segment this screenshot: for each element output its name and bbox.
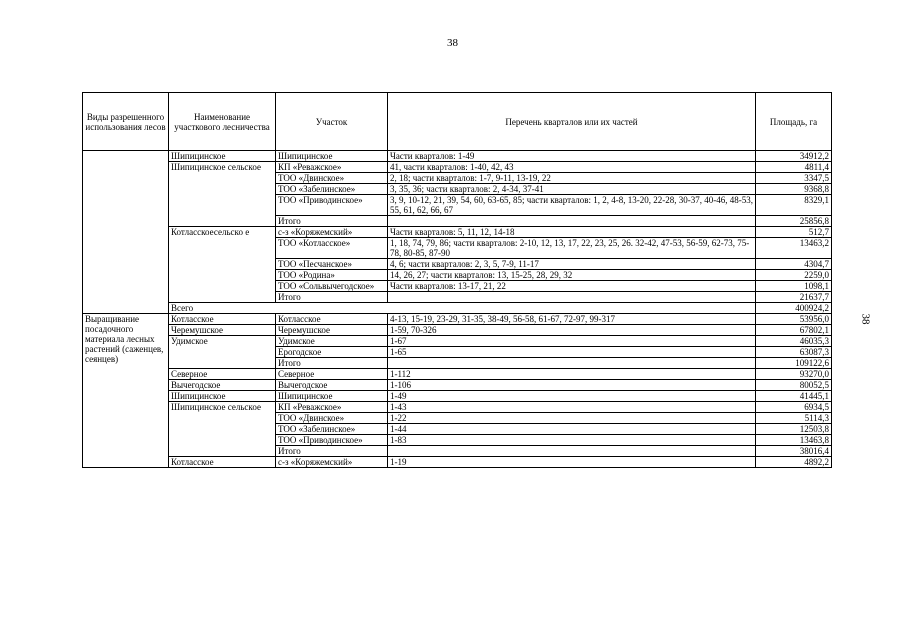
table-row — [83, 151, 832, 162]
forestry-cell: Вычегодское — [169, 380, 276, 391]
page-number-top: 38 — [447, 37, 458, 49]
area-cell: 4304,7 — [756, 259, 832, 270]
plot-cell: Итого — [276, 358, 388, 369]
quarters-cell: 1, 18, 74, 79, 86; части кварталов: 2-10, 12, 13, 17, 22, 23, 25, 26. 32-42, 47-53, 56-59, 62-73, 75-78, 80-85, 87-90 — [388, 238, 756, 259]
forestry-cell: Шипицинское — [169, 151, 276, 162]
header-forestry: Наименование участкового лесничества — [169, 93, 276, 151]
forestry-cell: Шипицинское сельское — [169, 402, 276, 457]
area-cell: 8329,1 — [756, 195, 832, 216]
use-kind-cell: Выращивание посадочного материала лесных растений (саженцев, сеянцев) — [83, 314, 169, 468]
plot-cell: ТОО «Приводинское» — [276, 435, 388, 446]
quarters-cell: Части кварталов: 1-49 — [388, 151, 756, 162]
page-number-side: 38 — [859, 313, 872, 325]
table-row — [83, 391, 832, 402]
area-cell: 4892,2 — [756, 457, 832, 468]
plot-cell: Итого — [276, 216, 388, 227]
area-cell: 46035,3 — [756, 336, 832, 347]
header-quarters: Перечень кварталов или их частей — [388, 93, 756, 151]
quarters-cell: 1-106 — [388, 380, 756, 391]
quarters-cell: 1-49 — [388, 391, 756, 402]
forestry-cell: Черемушское — [169, 325, 276, 336]
quarters-cell: 3, 9, 10-12, 21, 39, 54, 60, 63-65, 85; части кварталов: 1, 2, 4-8, 13-20, 22-28, 30-37, 40-46, 48-53, 55, 61, 62, 66, 67 — [388, 195, 756, 216]
quarters-cell: Части кварталов: 5, 11, 12, 14-18 — [388, 227, 756, 238]
area-cell: 9368,8 — [756, 184, 832, 195]
area-cell: 1098,1 — [756, 281, 832, 292]
forestry-cell: Котласское — [169, 314, 276, 325]
area-cell: 21637,7 — [756, 292, 832, 303]
table-row — [83, 380, 832, 391]
quarters-cell: 1-43 — [388, 402, 756, 413]
area-cell: 4811,4 — [756, 162, 832, 173]
area-cell: 2259,0 — [756, 270, 832, 281]
plot-cell: КП «Реважское» — [276, 162, 388, 173]
plot-cell: ТОО «Забелинское» — [276, 184, 388, 195]
area-cell: 80052,5 — [756, 380, 832, 391]
forest-use-table — [82, 92, 832, 468]
area-cell: 12503,8 — [756, 424, 832, 435]
area-cell: 512,7 — [756, 227, 832, 238]
forestry-cell: Котласскоесельско е — [169, 227, 276, 303]
plot-cell: Черемушское — [276, 325, 388, 336]
quarters-cell — [388, 216, 756, 227]
quarters-cell: 1-22 — [388, 413, 756, 424]
area-cell: 63087,3 — [756, 347, 832, 358]
quarters-cell: 1-59, 70-326 — [388, 325, 756, 336]
quarters-cell: 1-112 — [388, 369, 756, 380]
area-cell: 400924,2 — [756, 303, 832, 314]
area-cell: 109122,6 — [756, 358, 832, 369]
table-row — [83, 457, 832, 468]
quarters-cell: 1-44 — [388, 424, 756, 435]
quarters-cell: 1-83 — [388, 435, 756, 446]
area-cell: 5114,3 — [756, 413, 832, 424]
area-cell: 13463,2 — [756, 238, 832, 259]
header-area: Площадь, га — [756, 93, 832, 151]
quarters-cell: 4-13, 15-19, 23-29, 31-35, 38-49, 56-58, 61-67, 72-97, 99-317 — [388, 314, 756, 325]
plot-cell: Удимское — [276, 336, 388, 347]
forestry-cell: Шипицинское — [169, 391, 276, 402]
table-header-row — [83, 93, 832, 151]
plot-cell: ТОО «Двинское» — [276, 173, 388, 184]
plot-cell: Северное — [276, 369, 388, 380]
forestry-cell: Удимское — [169, 336, 276, 369]
table-row — [83, 314, 832, 325]
area-cell: 41445,1 — [756, 391, 832, 402]
table-row — [83, 369, 832, 380]
use-kind-cell — [83, 151, 169, 314]
plot-cell: ТОО «Песчанское» — [276, 259, 388, 270]
quarters-cell: 2, 18; части кварталов: 1-7, 9-11, 13-19, 22 — [388, 173, 756, 184]
quarters-cell: 14, 26, 27; части кварталов: 13, 15-25, 28, 29, 32 — [388, 270, 756, 281]
header-plot: Участок — [276, 93, 388, 151]
quarters-cell — [388, 446, 756, 457]
plot-cell: ТОО «Приводинское» — [276, 195, 388, 216]
area-cell: 3347,5 — [756, 173, 832, 184]
quarters-cell: Части кварталов: 13-17, 21, 22 — [388, 281, 756, 292]
plot-cell: с-з «Коряжемский» — [276, 457, 388, 468]
table-row — [83, 325, 832, 336]
area-cell: 93270,0 — [756, 369, 832, 380]
plot-cell: ТОО «Двинское» — [276, 413, 388, 424]
quarters-cell: 3, 35, 36; части кварталов: 2, 4-34, 37-41 — [388, 184, 756, 195]
quarters-cell: 41, части кварталов: 1-40, 42, 43 — [388, 162, 756, 173]
plot-cell: ТОО «Родина» — [276, 270, 388, 281]
plot-cell: КП «Реважское» — [276, 402, 388, 413]
table-row — [83, 402, 832, 413]
plot-cell: Вычегодское — [276, 380, 388, 391]
table-row-total — [83, 303, 832, 314]
table-row — [83, 227, 832, 238]
area-cell: 34912,2 — [756, 151, 832, 162]
quarters-cell: 1-65 — [388, 347, 756, 358]
forestry-cell: Шипицинское сельское — [169, 162, 276, 227]
area-cell: 38016,4 — [756, 446, 832, 457]
table-row — [83, 162, 832, 173]
plot-cell: ТОО «Сольвычегодское» — [276, 281, 388, 292]
plot-cell: Итого — [276, 446, 388, 457]
header-kind: Виды разрешенного использования лесов — [83, 93, 169, 151]
area-cell: 6934,5 — [756, 402, 832, 413]
plot-cell: с-з «Коряжемский» — [276, 227, 388, 238]
plot-cell: ТОО «Забелинское» — [276, 424, 388, 435]
plot-cell: Шипицинское — [276, 391, 388, 402]
quarters-cell: 1-67 — [388, 336, 756, 347]
plot-cell: Котласское — [276, 314, 388, 325]
forestry-cell: Котласское — [169, 457, 276, 468]
quarters-cell: 4, 6; части кварталов: 2, 3, 5, 7-9, 11-17 — [388, 259, 756, 270]
quarters-cell: 1-19 — [388, 457, 756, 468]
forestry-cell: Северное — [169, 369, 276, 380]
plot-cell: Шипицинское — [276, 151, 388, 162]
plot-cell: Итого — [276, 292, 388, 303]
quarters-cell — [388, 358, 756, 369]
area-cell: 25856,8 — [756, 216, 832, 227]
plot-cell: Ерогодское — [276, 347, 388, 358]
area-cell: 67802,1 — [756, 325, 832, 336]
table-row — [83, 336, 832, 347]
quarters-cell — [388, 292, 756, 303]
area-cell: 53956,0 — [756, 314, 832, 325]
area-cell: 13463,8 — [756, 435, 832, 446]
plot-cell: ТОО «Котласское» — [276, 238, 388, 259]
grand-total-label: Всего — [169, 303, 756, 314]
